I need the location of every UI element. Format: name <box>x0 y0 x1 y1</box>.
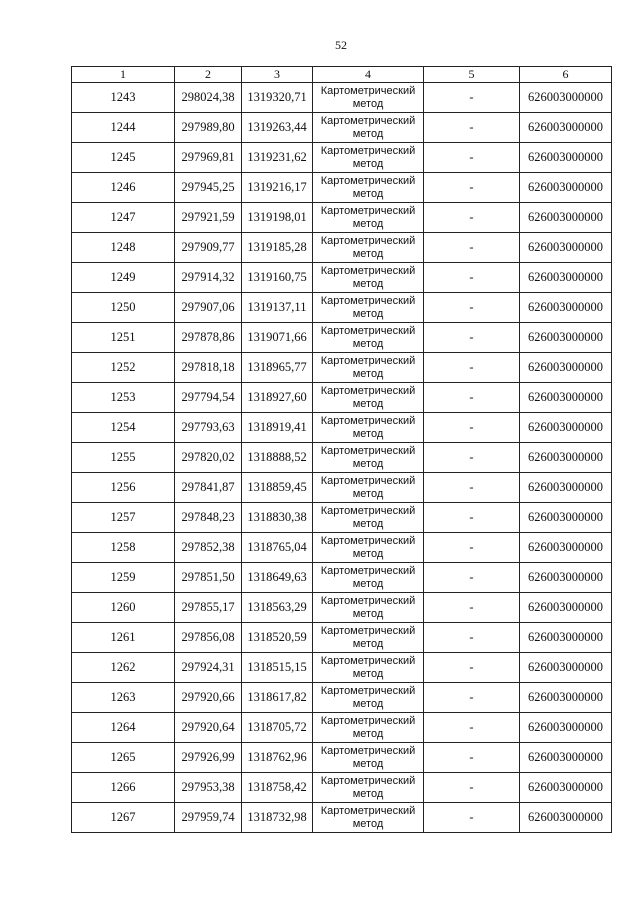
y-coordinate-cell: 1319185,28 <box>242 233 313 263</box>
code-cell: 626003000000 <box>520 413 612 443</box>
point-number-cell: 1266 <box>72 773 175 803</box>
method-cell <box>313 623 424 653</box>
column-5-cell: - <box>424 503 520 533</box>
method-cell <box>313 503 424 533</box>
table-row <box>72 173 612 203</box>
code-cell: 626003000000 <box>520 443 612 473</box>
x-coordinate-cell: 297907,06 <box>175 293 242 323</box>
point-number-cell: 1247 <box>72 203 175 233</box>
point-number-cell: 1265 <box>72 743 175 773</box>
method-line-2: метод <box>352 187 384 200</box>
method-line-1: Картометрический <box>320 624 416 637</box>
column-5-cell: - <box>424 233 520 263</box>
method-line-1: Картометрический <box>320 474 416 487</box>
point-number-cell: 1262 <box>72 653 175 683</box>
table-row <box>72 743 612 773</box>
point-number-cell: 1245 <box>72 143 175 173</box>
x-coordinate-cell: 297820,02 <box>175 443 242 473</box>
code-cell: 626003000000 <box>520 713 612 743</box>
method-line-2: метод <box>352 457 384 470</box>
method-cell <box>313 203 424 233</box>
method-line-1: Картометрический <box>320 714 416 727</box>
code-cell: 626003000000 <box>520 353 612 383</box>
code-cell: 626003000000 <box>520 563 612 593</box>
method-line-2: метод <box>352 757 384 770</box>
y-coordinate-cell: 1318515,15 <box>242 653 313 683</box>
code-cell: 626003000000 <box>520 233 612 263</box>
point-number-cell: 1257 <box>72 503 175 533</box>
code-cell: 626003000000 <box>520 803 612 833</box>
point-number-cell: 1251 <box>72 323 175 353</box>
method-cell <box>313 263 424 293</box>
method-line-2: метод <box>352 337 384 350</box>
method-line-1: Картометрический <box>320 504 416 517</box>
column-5-cell: - <box>424 143 520 173</box>
column-5-cell: - <box>424 773 520 803</box>
table-row <box>72 533 612 563</box>
header-col-5: 5 <box>424 67 520 83</box>
code-cell: 626003000000 <box>520 203 612 233</box>
column-5-cell: - <box>424 323 520 353</box>
table-row <box>72 593 612 623</box>
method-line-1: Картометрический <box>320 294 416 307</box>
method-cell <box>313 413 424 443</box>
x-coordinate-cell: 297989,80 <box>175 113 242 143</box>
method-line-1: Картометрический <box>320 384 416 397</box>
method-line-2: метод <box>352 697 384 710</box>
column-5-cell: - <box>424 593 520 623</box>
table-row <box>72 713 612 743</box>
method-line-2: метод <box>352 217 384 230</box>
point-number-cell: 1256 <box>72 473 175 503</box>
code-cell: 626003000000 <box>520 533 612 563</box>
y-coordinate-cell: 1318617,82 <box>242 683 313 713</box>
method-line-1: Картометрический <box>320 594 416 607</box>
point-number-cell: 1258 <box>72 533 175 563</box>
method-line-2: метод <box>352 637 384 650</box>
column-5-cell: - <box>424 683 520 713</box>
table-row <box>72 773 612 803</box>
y-coordinate-cell: 1319263,44 <box>242 113 313 143</box>
method-line-1: Картометрический <box>320 234 416 247</box>
y-coordinate-cell: 1319137,11 <box>242 293 313 323</box>
column-5-cell: - <box>424 743 520 773</box>
header-col-3: 3 <box>242 67 313 83</box>
table-row <box>72 683 612 713</box>
y-coordinate-cell: 1319216,17 <box>242 173 313 203</box>
method-cell <box>313 593 424 623</box>
table-row <box>72 263 612 293</box>
method-cell <box>313 113 424 143</box>
x-coordinate-cell: 297914,32 <box>175 263 242 293</box>
method-line-1: Картометрический <box>320 174 416 187</box>
point-number-cell: 1246 <box>72 173 175 203</box>
y-coordinate-cell: 1318649,63 <box>242 563 313 593</box>
x-coordinate-cell: 297959,74 <box>175 803 242 833</box>
coordinates-table <box>71 66 612 833</box>
code-cell: 626003000000 <box>520 593 612 623</box>
table-row <box>72 143 612 173</box>
y-coordinate-cell: 1318927,60 <box>242 383 313 413</box>
method-cell <box>313 443 424 473</box>
method-line-2: метод <box>352 157 384 170</box>
y-coordinate-cell: 1318965,77 <box>242 353 313 383</box>
method-line-1: Картометрический <box>320 324 416 337</box>
point-number-cell: 1250 <box>72 293 175 323</box>
method-cell <box>313 353 424 383</box>
x-coordinate-cell: 297945,25 <box>175 173 242 203</box>
method-line-1: Картометрический <box>320 204 416 217</box>
method-cell <box>313 83 424 113</box>
point-number-cell: 1261 <box>72 623 175 653</box>
method-cell <box>313 773 424 803</box>
y-coordinate-cell: 1318762,96 <box>242 743 313 773</box>
table-row <box>72 503 612 533</box>
y-coordinate-cell: 1318919,41 <box>242 413 313 443</box>
y-coordinate-cell: 1318830,38 <box>242 503 313 533</box>
y-coordinate-cell: 1319231,62 <box>242 143 313 173</box>
column-5-cell: - <box>424 563 520 593</box>
point-number-cell: 1243 <box>72 83 175 113</box>
method-line-2: метод <box>352 487 384 500</box>
y-coordinate-cell: 1318520,59 <box>242 623 313 653</box>
method-cell <box>313 293 424 323</box>
method-line-2: метод <box>352 577 384 590</box>
y-coordinate-cell: 1318705,72 <box>242 713 313 743</box>
method-line-2: метод <box>352 727 384 740</box>
x-coordinate-cell: 297852,38 <box>175 533 242 563</box>
x-coordinate-cell: 297793,63 <box>175 413 242 443</box>
table-row <box>72 83 612 113</box>
method-line-1: Картометрический <box>320 684 416 697</box>
method-cell <box>313 533 424 563</box>
x-coordinate-cell: 297841,87 <box>175 473 242 503</box>
code-cell: 626003000000 <box>520 473 612 503</box>
method-line-2: метод <box>352 307 384 320</box>
method-cell <box>313 563 424 593</box>
method-line-2: метод <box>352 427 384 440</box>
y-coordinate-cell: 1319071,66 <box>242 323 313 353</box>
table-row <box>72 443 612 473</box>
x-coordinate-cell: 297920,66 <box>175 683 242 713</box>
y-coordinate-cell: 1318888,52 <box>242 443 313 473</box>
point-number-cell: 1248 <box>72 233 175 263</box>
x-coordinate-cell: 297794,54 <box>175 383 242 413</box>
column-5-cell: - <box>424 173 520 203</box>
x-coordinate-cell: 297953,38 <box>175 773 242 803</box>
method-line-2: метод <box>352 277 384 290</box>
method-line-2: метод <box>352 817 384 830</box>
table-row <box>72 233 612 263</box>
table-row <box>72 563 612 593</box>
method-line-2: метод <box>352 517 384 530</box>
column-5-cell: - <box>424 713 520 743</box>
method-line-2: метод <box>352 787 384 800</box>
method-cell <box>313 743 424 773</box>
table-row <box>72 353 612 383</box>
method-cell <box>313 473 424 503</box>
table-row <box>72 383 612 413</box>
method-line-1: Картометрический <box>320 354 416 367</box>
column-5-cell: - <box>424 443 520 473</box>
method-line-1: Картометрический <box>320 654 416 667</box>
column-5-cell: - <box>424 803 520 833</box>
y-coordinate-cell: 1318859,45 <box>242 473 313 503</box>
header-col-1: 1 <box>72 67 175 83</box>
header-col-6: 6 <box>520 67 612 83</box>
page-number: 52 <box>335 38 347 52</box>
point-number-cell: 1264 <box>72 713 175 743</box>
column-5-cell: - <box>424 293 520 323</box>
code-cell: 626003000000 <box>520 683 612 713</box>
column-5-cell: - <box>424 203 520 233</box>
table-row <box>72 623 612 653</box>
code-cell: 626003000000 <box>520 383 612 413</box>
method-cell <box>313 323 424 353</box>
method-line-1: Картометрический <box>320 114 416 127</box>
method-cell <box>313 653 424 683</box>
method-line-1: Картометрический <box>320 84 416 97</box>
code-cell: 626003000000 <box>520 773 612 803</box>
y-coordinate-cell: 1319198,01 <box>242 203 313 233</box>
point-number-cell: 1252 <box>72 353 175 383</box>
point-number-cell: 1244 <box>72 113 175 143</box>
x-coordinate-cell: 297921,59 <box>175 203 242 233</box>
x-coordinate-cell: 297909,77 <box>175 233 242 263</box>
x-coordinate-cell: 297969,81 <box>175 143 242 173</box>
header-col-2: 2 <box>175 67 242 83</box>
method-line-1: Картометрический <box>320 414 416 427</box>
table-row <box>72 113 612 143</box>
column-5-cell: - <box>424 383 520 413</box>
method-cell <box>313 173 424 203</box>
x-coordinate-cell: 297878,86 <box>175 323 242 353</box>
method-line-1: Картометрический <box>320 444 416 457</box>
method-cell <box>313 143 424 173</box>
method-line-2: метод <box>352 97 384 110</box>
table-row <box>72 413 612 443</box>
method-line-2: метод <box>352 247 384 260</box>
x-coordinate-cell: 297848,23 <box>175 503 242 533</box>
method-line-2: метод <box>352 367 384 380</box>
column-5-cell: - <box>424 473 520 503</box>
y-coordinate-cell: 1318563,29 <box>242 593 313 623</box>
method-line-1: Картометрический <box>320 534 416 547</box>
code-cell: 626003000000 <box>520 503 612 533</box>
method-line-1: Картометрический <box>320 144 416 157</box>
point-number-cell: 1267 <box>72 803 175 833</box>
y-coordinate-cell: 1318732,98 <box>242 803 313 833</box>
code-cell: 626003000000 <box>520 323 612 353</box>
point-number-cell: 1260 <box>72 593 175 623</box>
table-body <box>72 83 612 833</box>
code-cell: 626003000000 <box>520 623 612 653</box>
method-line-1: Картометрический <box>320 804 416 817</box>
method-line-1: Картометрический <box>320 564 416 577</box>
column-5-cell: - <box>424 533 520 563</box>
column-5-cell: - <box>424 113 520 143</box>
code-cell: 626003000000 <box>520 293 612 323</box>
x-coordinate-cell: 297926,99 <box>175 743 242 773</box>
table-row <box>72 473 612 503</box>
method-line-1: Картометрический <box>320 744 416 757</box>
column-5-cell: - <box>424 653 520 683</box>
point-number-cell: 1253 <box>72 383 175 413</box>
header-col-4: 4 <box>313 67 424 83</box>
column-5-cell: - <box>424 623 520 653</box>
method-cell <box>313 383 424 413</box>
table-row <box>72 803 612 833</box>
table-row <box>72 203 612 233</box>
code-cell: 626003000000 <box>520 653 612 683</box>
method-line-2: метод <box>352 667 384 680</box>
code-cell: 626003000000 <box>520 173 612 203</box>
method-line-1: Картометрический <box>320 774 416 787</box>
x-coordinate-cell: 297856,08 <box>175 623 242 653</box>
code-cell: 626003000000 <box>520 263 612 293</box>
method-line-1: Картометрический <box>320 264 416 277</box>
method-line-2: метод <box>352 607 384 620</box>
y-coordinate-cell: 1319160,75 <box>242 263 313 293</box>
method-cell <box>313 803 424 833</box>
code-cell: 626003000000 <box>520 143 612 173</box>
code-cell: 626003000000 <box>520 83 612 113</box>
column-5-cell: - <box>424 83 520 113</box>
table-row <box>72 653 612 683</box>
point-number-cell: 1249 <box>72 263 175 293</box>
code-cell: 626003000000 <box>520 113 612 143</box>
code-cell: 626003000000 <box>520 743 612 773</box>
method-cell <box>313 713 424 743</box>
point-number-cell: 1263 <box>72 683 175 713</box>
method-cell <box>313 233 424 263</box>
point-number-cell: 1254 <box>72 413 175 443</box>
x-coordinate-cell: 297924,31 <box>175 653 242 683</box>
method-line-2: метод <box>352 397 384 410</box>
y-coordinate-cell: 1319320,71 <box>242 83 313 113</box>
table-header-row <box>72 67 612 83</box>
y-coordinate-cell: 1318758,42 <box>242 773 313 803</box>
x-coordinate-cell: 297855,17 <box>175 593 242 623</box>
column-5-cell: - <box>424 353 520 383</box>
point-number-cell: 1255 <box>72 443 175 473</box>
table-row <box>72 323 612 353</box>
x-coordinate-cell: 297851,50 <box>175 563 242 593</box>
column-5-cell: - <box>424 263 520 293</box>
x-coordinate-cell: 297920,64 <box>175 713 242 743</box>
table-row <box>72 293 612 323</box>
x-coordinate-cell: 297818,18 <box>175 353 242 383</box>
method-cell <box>313 683 424 713</box>
method-line-2: метод <box>352 127 384 140</box>
x-coordinate-cell: 298024,38 <box>175 83 242 113</box>
method-line-2: метод <box>352 547 384 560</box>
column-5-cell: - <box>424 413 520 443</box>
point-number-cell: 1259 <box>72 563 175 593</box>
y-coordinate-cell: 1318765,04 <box>242 533 313 563</box>
